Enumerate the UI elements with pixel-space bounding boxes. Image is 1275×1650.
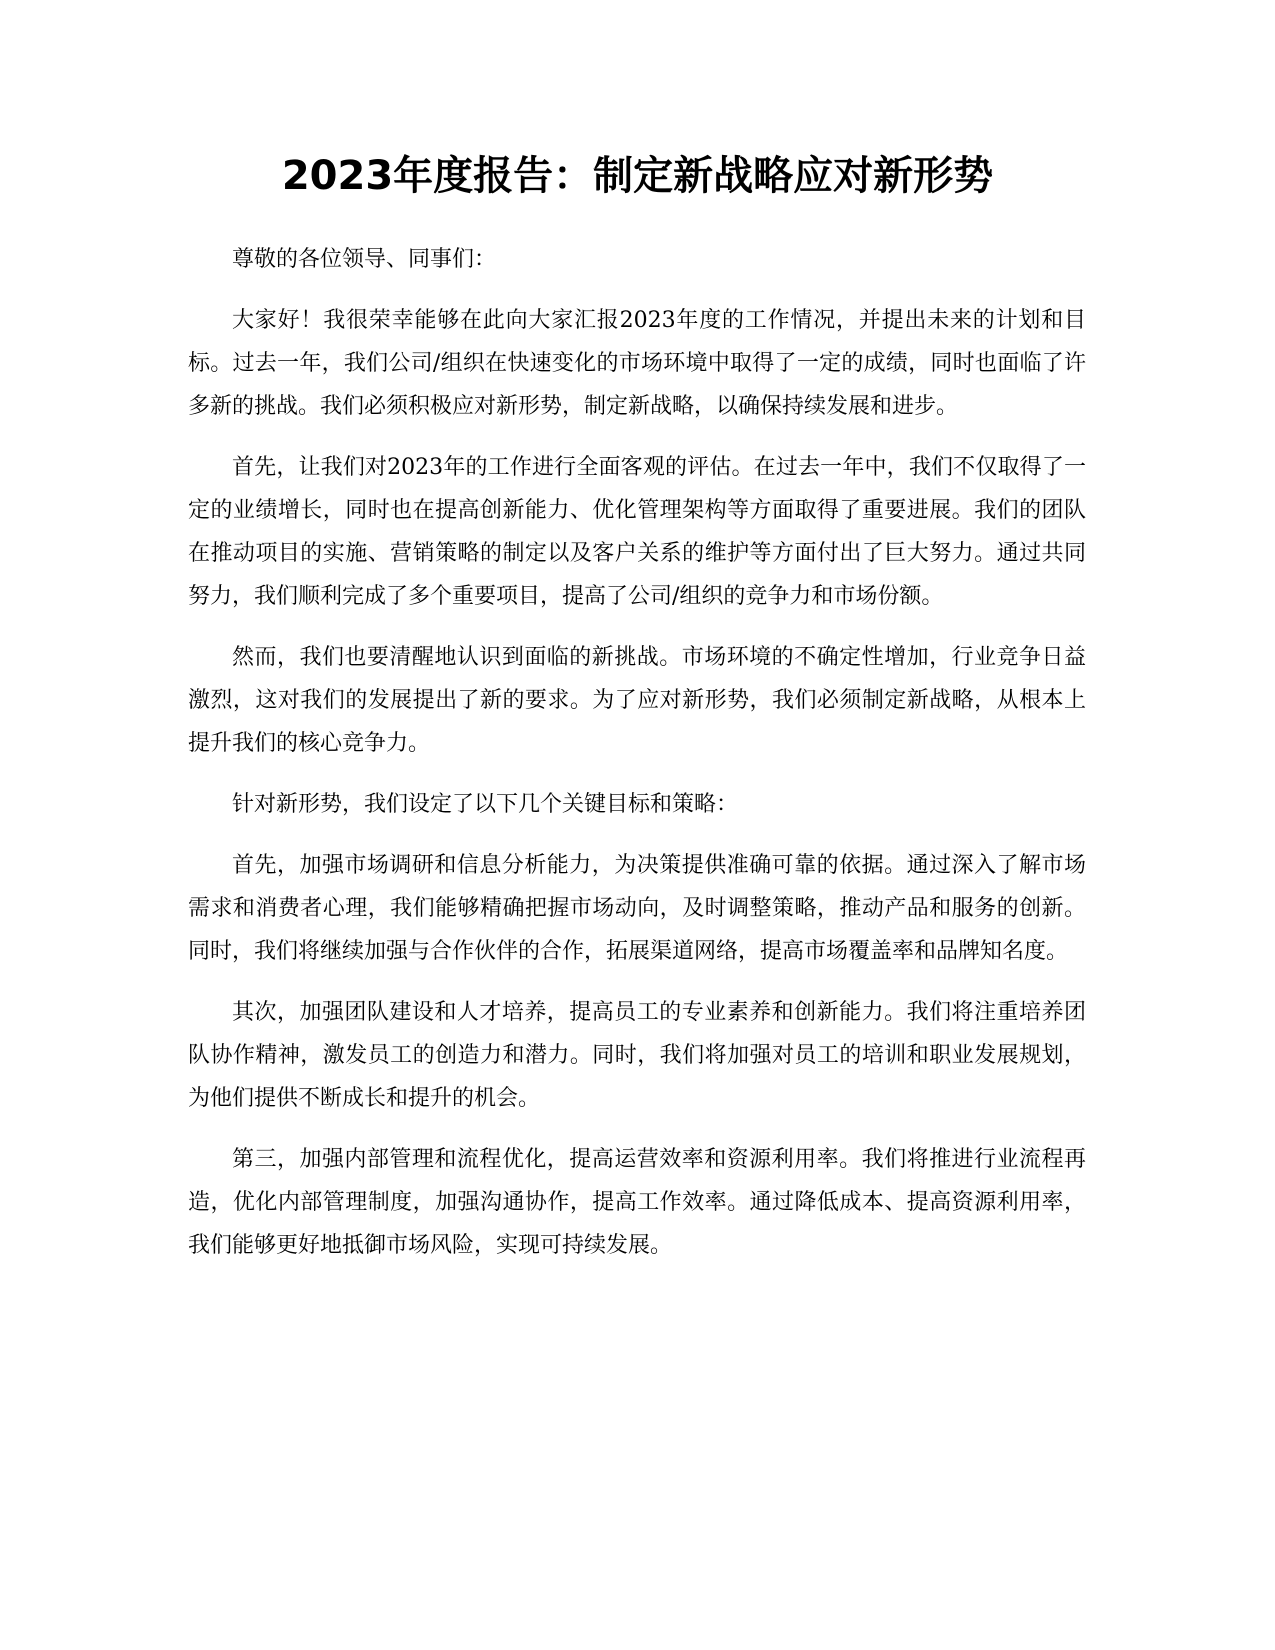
document-body: [188, 238, 1086, 1285]
paragraph-challenges: 然而，我们也要清醒地认识到面临的新挑战。市场环境的不确定性增加，行业竞争日益激烈，这对我们的发展提出了新的要求。为了应对新形势，我们必须制定新战略，从根本上提升我们的核心竞争力。: [188, 645, 1086, 756]
paragraph-goals-intro: 针对新形势，我们设定了以下几个关键目标和策略：: [232, 792, 739, 817]
document-title: 2023年度报告：制定新战略应对新形势: [281, 153, 994, 199]
paragraph-review: 首先，让我们对2023年的工作进行全面客观的评估。在过去一年中，我们不仅取得了一定的业绩增长，同时也在提高创新能力、优化管理架构等方面取得了重要进展。我们的团队在推动项目的实施、营销策略的制定以及客户关系的维护等方面付出了巨大努力。通过共同努力，我们顺利完成了多个重要项目，提高了公司/组织的竞争力和市场份额。: [188, 455, 1086, 609]
paragraph-strategy-management: 第三，加强内部管理和流程优化，提高运营效率和资源利用率。我们将推进行业流程再造，优化内部管理制度，加强沟通协作，提高工作效率。通过降低成本、提高资源利用率，我们能够更好地抵御市场风险，实现可持续发展。: [188, 1147, 1086, 1258]
paragraph-strategy-team: 其次，加强团队建设和人才培养，提高员工的专业素养和创新能力。我们将注重培养团队协作精神，激发员工的创造力和潜力。同时，我们将加强对员工的培训和职业发展规划，为他们提供不断成长和提升的机会。: [188, 1000, 1086, 1111]
paragraph-strategy-market: 首先，加强市场调研和信息分析能力，为决策提供准确可靠的依据。通过深入了解市场需求和消费者心理，我们能够精确把握市场动向，及时调整策略，推动产品和服务的创新。同时，我们将继续加强与合作伙伴的合作，拓展渠道网络，提高市场覆盖率和品牌知名度。: [188, 853, 1086, 964]
paragraph-introduction: 大家好！我很荣幸能够在此向大家汇报2023年度的工作情况，并提出未来的计划和目标。过去一年，我们公司/组织在快速变化的市场环境中取得了一定的成绩，同时也面临了许多新的挑战。我们必须积极应对新形势，制定新战略，以确保持续发展和进步。: [188, 308, 1086, 419]
paragraph-salutation: 尊敬的各位领导、同事们：: [232, 247, 497, 272]
